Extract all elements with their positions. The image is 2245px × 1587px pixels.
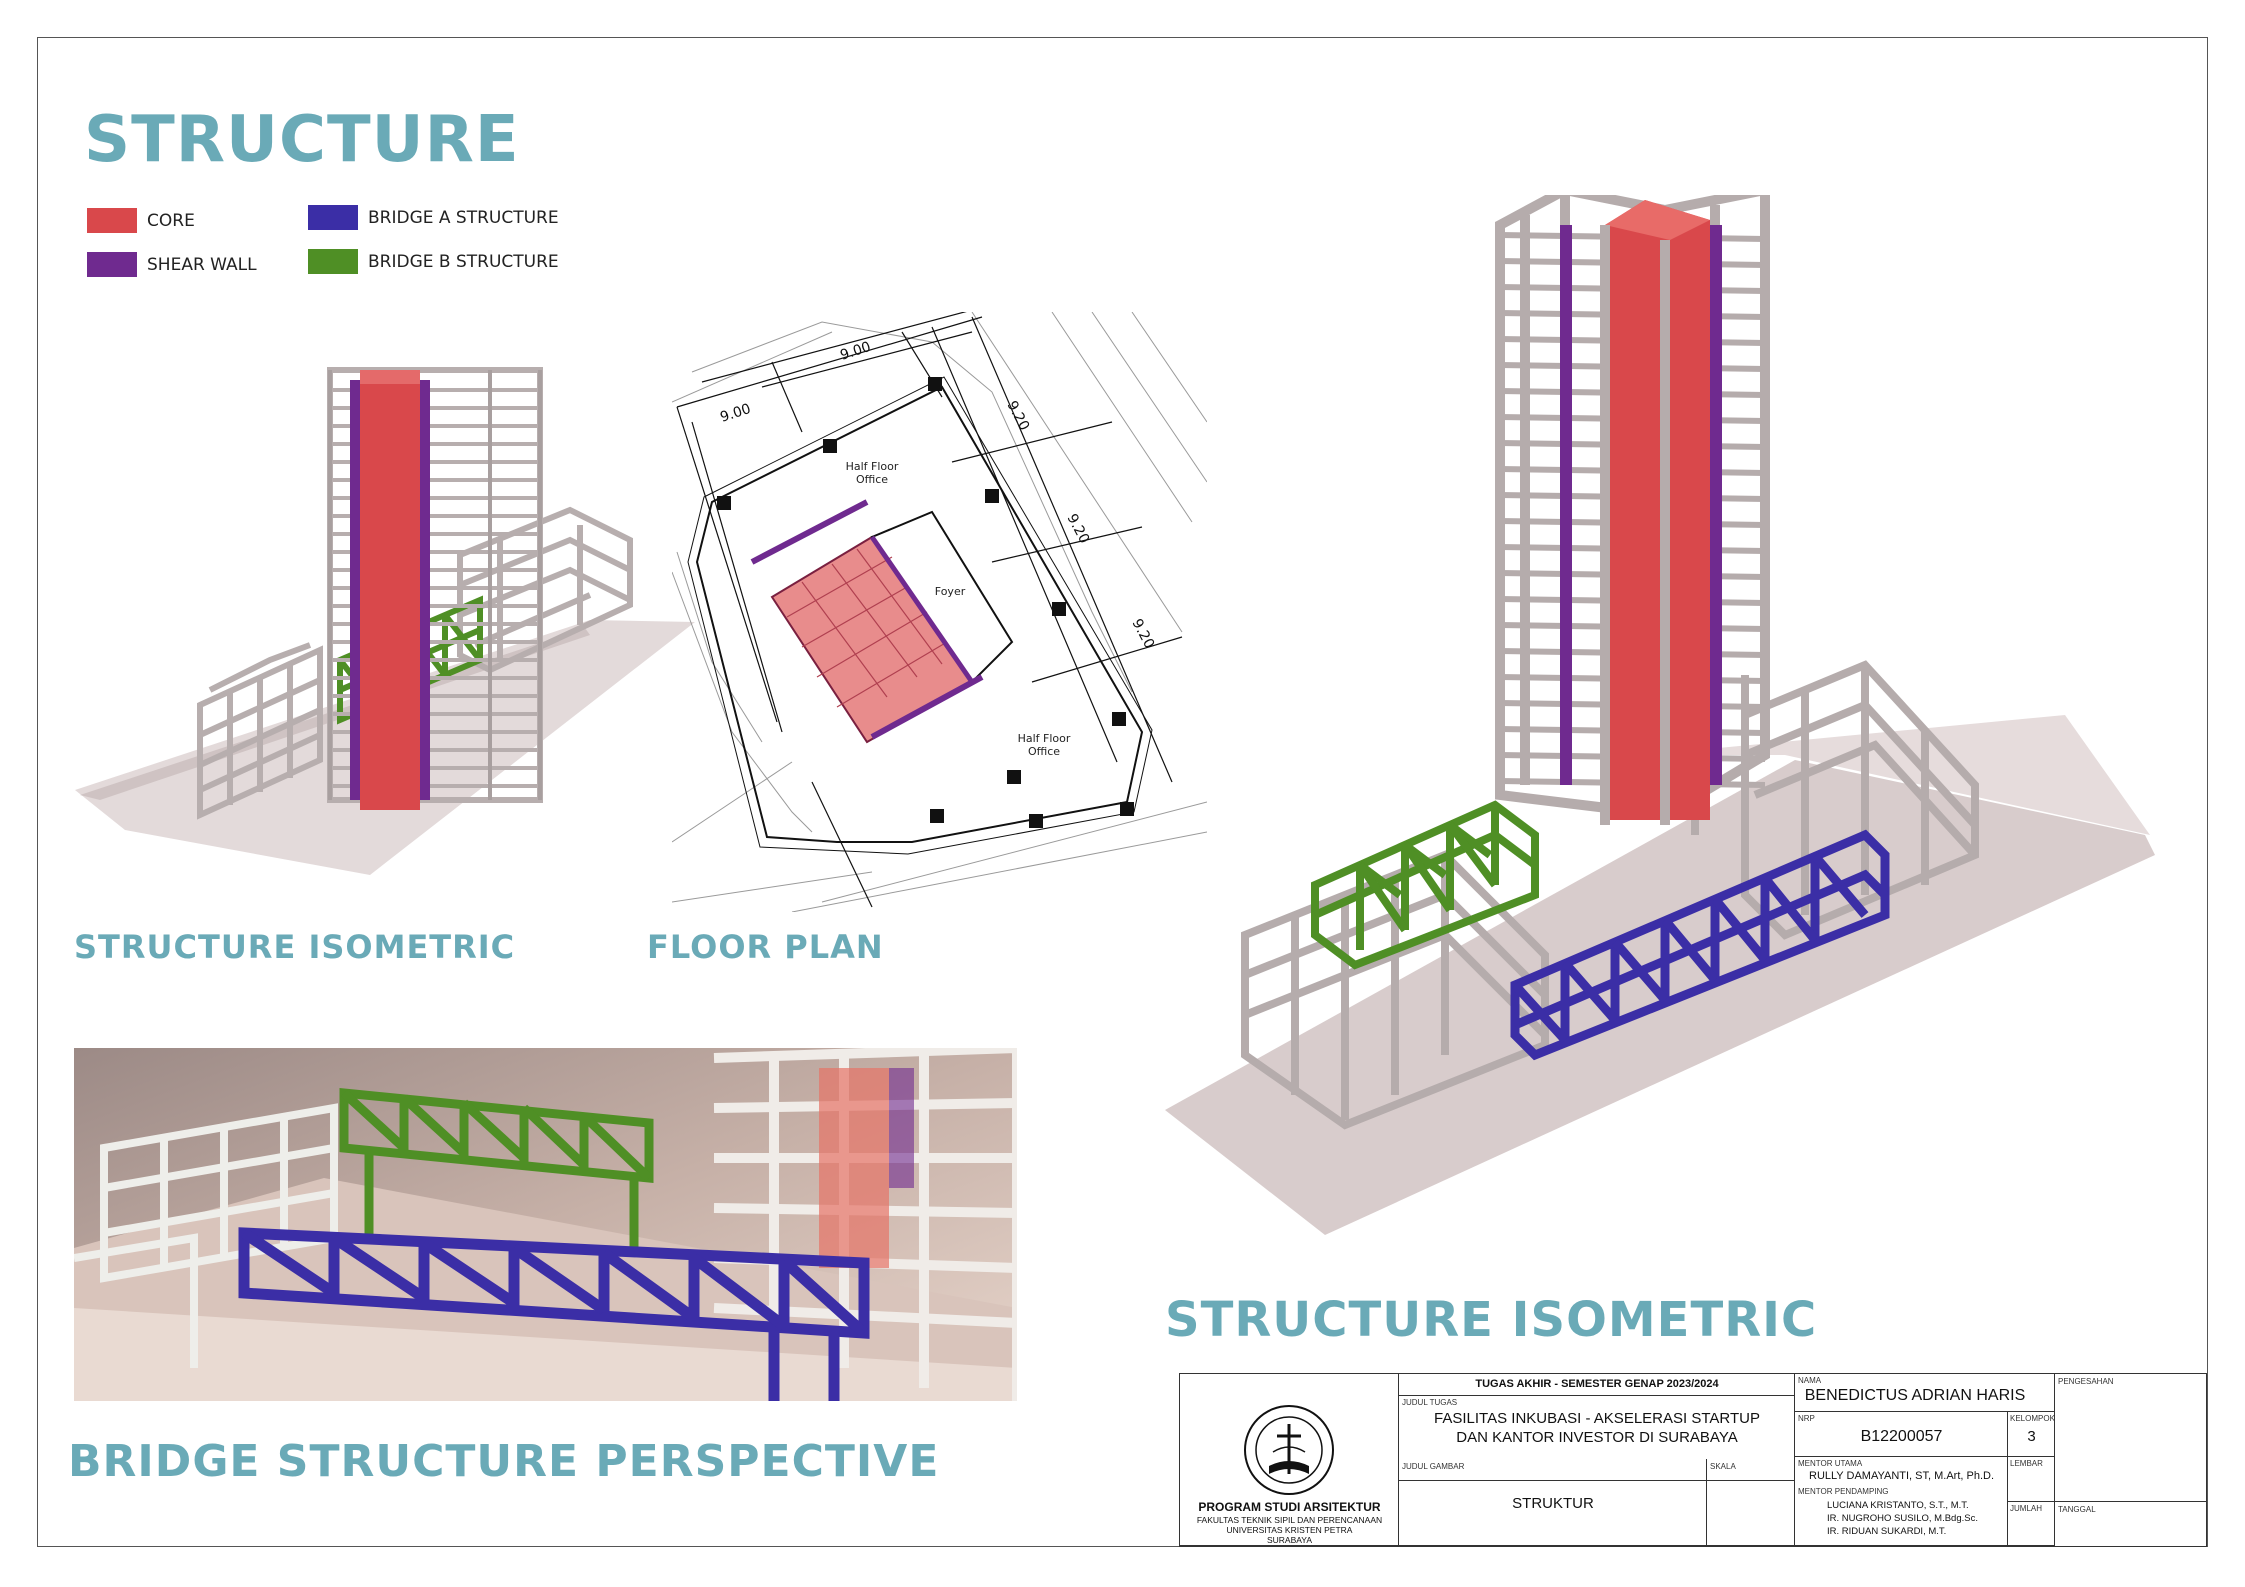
kelompok-label: KELOMPOK <box>2010 1414 2055 1423</box>
mentor-cell <box>1795 1457 2008 1546</box>
pengesahan-cell <box>2055 1374 2206 1502</box>
faculty-line2: UNIVERSITAS KRISTEN PETRA <box>1226 1525 1353 1535</box>
dim-right-3: 9.20 <box>1128 616 1158 652</box>
lembar-label: LEMBAR <box>2010 1459 2043 1468</box>
faculty-line1: FAKULTAS TEKNIK SIPIL DAN PERENCANAAN <box>1196 1515 1383 1525</box>
legend-shear-wall-label: SHEAR WALL <box>147 254 257 275</box>
room-upper-line1: Half Floor <box>845 460 899 473</box>
dim-right-1: 9.20 <box>1003 398 1033 434</box>
judul-gambar-cell <box>1399 1459 1707 1546</box>
lembar-cell <box>2008 1457 2055 1502</box>
semester-text: TUGAS AKHIR - SEMESTER GENAP 2023/2024 <box>1475 1378 1719 1390</box>
bridge-a-swatch <box>308 205 358 230</box>
mentor-pendamping-label: MENTOR PENDAMPING <box>1798 1487 1889 1496</box>
mentor-pendamping-3: IR. RIDUAN SUKARDI, M.T. <box>1827 1526 1947 1537</box>
floor-plan-drawing <box>672 312 1207 912</box>
judul-gambar-label: JUDUL GAMBAR <box>1402 1462 1465 1471</box>
university-seal-logo <box>1243 1404 1335 1496</box>
shear-wall-swatch <box>87 252 137 277</box>
legend-bridge-a-label: BRIDGE A STRUCTURE <box>368 207 559 228</box>
mentor-utama-value: RULLY DAMAYANTI, ST, M.Art, Ph.D. <box>1809 1470 1995 1482</box>
nrp-label: NRP <box>1798 1414 1815 1423</box>
legend-core <box>87 208 195 233</box>
nama-cell <box>1795 1374 2055 1412</box>
kelompok-cell <box>2008 1412 2055 1457</box>
mentor-utama-label: MENTOR UTAMA <box>1798 1459 1863 1468</box>
judul-tugas-line1: FASILITAS INKUBASI - AKSELERASI STARTUP <box>1434 1410 1760 1427</box>
nama-label: NAMA <box>1798 1376 1822 1385</box>
nrp-value: B12200057 <box>1860 1428 1943 1445</box>
tanggal-cell <box>2055 1502 2206 1546</box>
small-structure-isometric-render <box>70 360 700 880</box>
nrp-cell <box>1795 1412 2008 1457</box>
dim-top: 9.00 <box>838 338 873 364</box>
mentor-pendamping-2: IR. NUGROHO SUSILO, M.Bdg.Sc. <box>1827 1513 1978 1524</box>
room-lower-line1: Half Floor <box>1017 732 1071 745</box>
title-block <box>1179 1373 2207 1547</box>
floor-plan-heading: FLOOR PLAN <box>647 928 884 966</box>
mentor-pendamping-1: LUCIANA KRISTANTO, S.T., M.T. <box>1827 1500 1969 1511</box>
jumlah-label: JUMLAH <box>2010 1504 2043 1513</box>
page-title: STRUCTURE <box>84 103 520 177</box>
skala-cell <box>1707 1459 1795 1546</box>
legend-bridge-a <box>308 205 559 230</box>
pengesahan-label: PENGESAHAN <box>2058 1377 2114 1386</box>
structure-isometric-small-heading: STRUCTURE ISOMETRIC <box>74 928 516 966</box>
kelompok-value: 3 <box>2027 1428 2036 1445</box>
program-name: PROGRAM STUDI ARSITEKTUR <box>1198 1500 1381 1514</box>
room-upper-line2: Office <box>855 473 889 486</box>
dim-top-left: 9.00 <box>718 400 753 426</box>
dim-right-2: 9.20 <box>1063 511 1093 547</box>
legend-core-label: CORE <box>147 210 195 231</box>
bridge-perspective-render <box>74 1048 1017 1401</box>
legend-shear-wall <box>87 252 257 277</box>
room-foyer: Foyer <box>934 585 966 598</box>
large-structure-isometric-render <box>1165 195 2175 1240</box>
judul-tugas-label: JUDUL TUGAS <box>1402 1398 1458 1407</box>
structure-isometric-large-heading: STRUCTURE ISOMETRIC <box>1165 1292 1818 1348</box>
skala-label: SKALA <box>1710 1462 1736 1471</box>
tanggal-label: TANGGAL <box>2058 1505 2096 1514</box>
faculty-line3: SURABAYA <box>1266 1535 1313 1545</box>
judul-gambar-value: STRUKTUR <box>1512 1495 1594 1512</box>
core-swatch <box>87 208 137 233</box>
judul-tugas-line2: DAN KANTOR INVESTOR DI SURABAYA <box>1456 1429 1738 1446</box>
legend-bridge-b <box>308 249 559 274</box>
bridge-perspective-heading: BRIDGE STRUCTURE PERSPECTIVE <box>68 1436 940 1487</box>
bridge-b-swatch <box>308 249 358 274</box>
logo-cell <box>1180 1374 1399 1546</box>
legend-bridge-b-label: BRIDGE B STRUCTURE <box>368 251 559 272</box>
semester-cell <box>1399 1374 1795 1396</box>
room-lower-line2: Office <box>1027 745 1061 758</box>
jumlah-cell <box>2008 1502 2055 1546</box>
nama-value: BENEDICTUS ADRIAN HARIS <box>1804 1387 2026 1404</box>
